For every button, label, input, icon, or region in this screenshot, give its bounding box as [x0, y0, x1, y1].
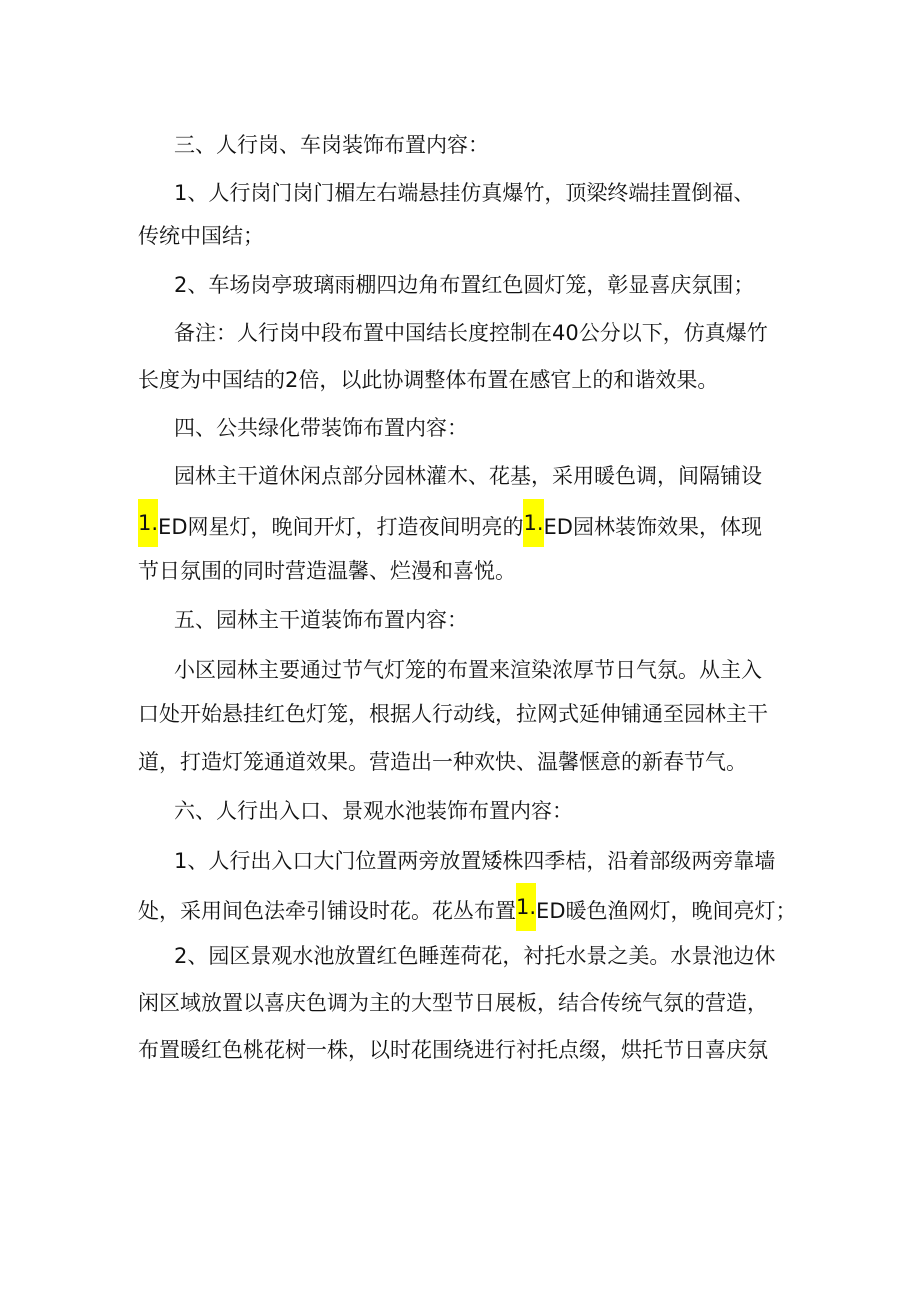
paragraph-line: 小区园林主要通过节气灯笼的布置来渲染浓厚节日气氛。从主入 — [174, 658, 762, 682]
led-highlight: 1. — [138, 499, 158, 547]
text-segment: ED网星灯，晚间开灯，打造夜间明亮的 — [158, 515, 524, 539]
paragraph-line: 道，打造灯笼通道效果。营造出一种欢快、温馨惬意的新春节气。 — [138, 750, 747, 774]
note-line: 备注：人行岗中段布置中国结长度控制在40公分以下，仿真爆竹 — [174, 321, 768, 345]
text-segment: ED暖色渔网灯，晚间亮灯； — [536, 899, 797, 923]
heading-section-4: 四、公共绿化带装饰布置内容： — [174, 416, 468, 440]
paragraph-line: 园林主干道休闲点部分园林灌木、花基，采用暖色调，间隔铺设 — [174, 464, 762, 488]
paragraph-line-with-highlight — [138, 509, 762, 537]
paragraph-line: 布置暖红色桃花树一株，以时花围绕进行衬托点缀，烘托节日喜庆氛 — [138, 1038, 768, 1062]
paragraph-line: 节日氛围的同时营造温馨、烂漫和喜悦。 — [138, 559, 516, 583]
paragraph-line: 传统中国结； — [138, 224, 264, 248]
text-segment: ED园林装饰效果，体现 — [543, 515, 762, 539]
led-highlight: 1. — [523, 499, 543, 547]
heading-section-6: 六、人行出入口、景观水池装饰布置内容： — [174, 799, 573, 823]
heading-section-5: 五、园林主干道装饰布置内容： — [174, 608, 468, 632]
text-segment: 处，采用间色法牵引铺设时花。花丛布置 — [138, 899, 516, 923]
paragraph-line: 1、人行出入口大门位置两旁放置矮株四季桔，沿着部级两旁靠墙 — [174, 849, 776, 873]
note-line: 长度为中国结的2倍，以此协调整体布置在感官上的和谐效果。 — [138, 368, 719, 392]
heading-section-3: 三、人行岗、车岗装饰布置内容： — [174, 133, 489, 157]
paragraph-line-with-highlight — [138, 893, 797, 921]
paragraph-line: 2、车场岗亭玻璃雨棚四边角布置红色圆灯笼，彰显喜庆氛围； — [174, 273, 755, 297]
led-highlight: 1. — [516, 883, 536, 931]
paragraph-line: 1、人行岗门岗门楣左右端悬挂仿真爆竹，顶梁终端挂置倒福、 — [174, 181, 755, 205]
paragraph-line: 2、园区景观水池放置红色睡莲荷花，衬托水景之美。水景池边休 — [174, 944, 776, 968]
paragraph-line: 闲区域放置以喜庆色调为主的大型节日展板，结合传统气氛的营造， — [138, 991, 768, 1015]
paragraph-line: 口处开始悬挂红色灯笼，根据人行动线，拉网式延伸铺通至园林主干 — [138, 702, 768, 726]
